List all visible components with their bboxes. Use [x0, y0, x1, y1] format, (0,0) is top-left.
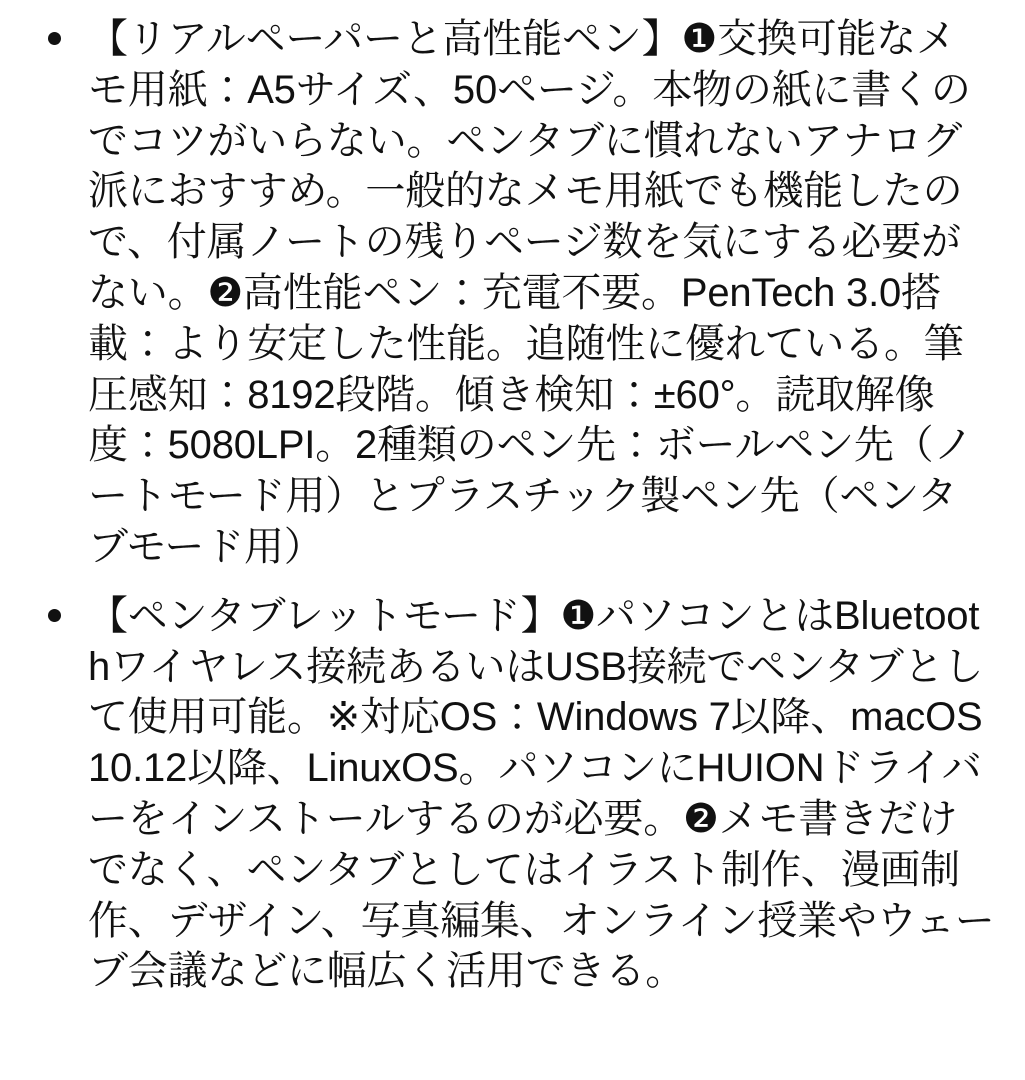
feature-bullet-text: 【リアルペーパーと高性能ペン】❶交換可能なメモ用紙：A5サイズ、50ページ。本物の紙に書くのでコツがいらない。ペンタブに慣れないアナログ派におすすめ。一般的なメモ用紙でも機能したので、付属ノートの残りページ数を気にする必要がない。❷高性能ペン：充電不要。PenTech 3.0搭載：より安定した性能。追随性に優れている。筆圧感知：8192段階。傾き検知：±60°。読取解像度：5080LPI。2種類のペン先：ボールペン先（ノートモード用）とプラスチック製ペン先（ペンタブモード用） — [88, 17, 974, 569]
list-item — [30, 14, 995, 573]
bullet-point-icon — [48, 32, 61, 45]
feature-bullet-text: 【ペンタブレットモード】❶パソコンとはBluetoothワイヤレス接続あるいはUSB接続でペンタブとして使用可能。※対応OS：Windows 7以降、macOS 10.12以降、LinuxOS。パソコンにHUIONドライバーをインストールするのが必要。❷メモ書きだけでなく、ペンタブとしてはイラスト制作、漫画制作、デザイン、写真編集、オンライン授業やウェーブ会議などに幅広く活用できる。 — [88, 593, 995, 994]
bullet-point-icon — [48, 609, 61, 622]
feature-bullet-list — [30, 14, 995, 997]
list-item — [30, 591, 995, 997]
